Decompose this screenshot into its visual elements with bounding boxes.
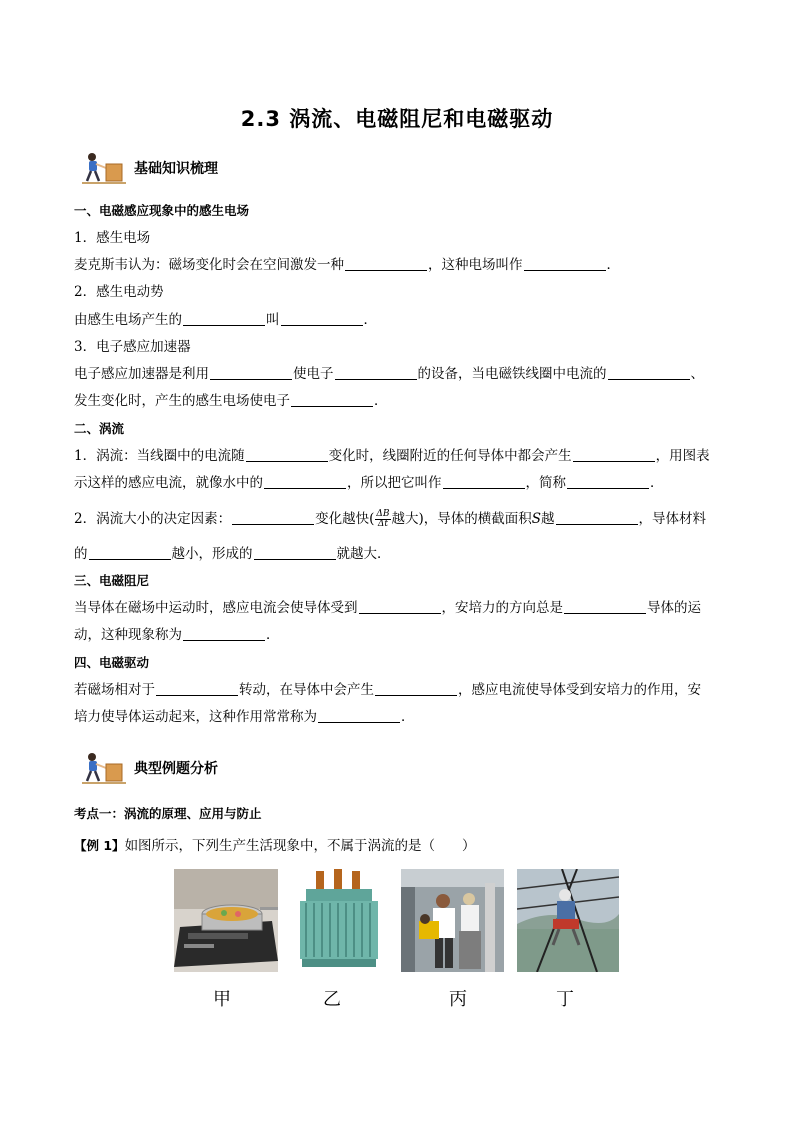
figure-caption-yi: 乙 <box>323 989 341 1010</box>
fill-blank <box>210 366 292 380</box>
heading-3: 三、电磁阻尼 <box>74 573 150 588</box>
fill-blank <box>564 600 646 614</box>
fill-blank <box>264 475 346 489</box>
example-1-question: 【例 1】如图所示，下列生产生活现象中，不属于涡流的是（ ） <box>74 838 476 854</box>
fill-blank <box>573 448 655 462</box>
fill-blank <box>281 312 363 326</box>
fill-blank <box>246 448 328 462</box>
subheading-1-1: 1．感生电场 <box>74 230 151 246</box>
section-header-examples <box>80 750 380 788</box>
fill-blank <box>359 600 441 614</box>
fill-blank <box>291 393 373 407</box>
page-title: 2.3 涡流、电磁阻尼和电磁驱动 <box>240 107 554 131</box>
text-line: 的 越小，形成的 就越大． <box>74 546 391 562</box>
text-line: 示这样的感应电流，就像水中的 ，所以把它叫作 ，简称 ． <box>74 475 664 491</box>
text-line: 发生变化时，产生的感生电场使电子 ． <box>74 393 388 409</box>
fill-blank <box>443 475 525 489</box>
fill-blank <box>335 366 417 380</box>
fraction-dB-dt: $\frac{\Delta B}{\Delta t}$ <box>376 509 390 529</box>
text-line: 当导体在磁场中运动时，感应电流会使导体受到 ，安培力的方向总是 导体的运 <box>74 600 701 616</box>
subheading-1-2: 2．感生电动势 <box>74 284 164 300</box>
figure-caption-jia: 甲 <box>213 989 231 1010</box>
text-line: 若磁场相对于 转动，在导体中会产生 ，感应电流使导体受到安培力的作用，安 <box>74 682 701 698</box>
fill-blank <box>156 682 238 696</box>
section-title: 典型例题分析 <box>134 761 218 777</box>
security-gate-photo <box>401 869 504 972</box>
subheading-1-3: 3．电子感应加速器 <box>74 339 191 355</box>
fill-blank <box>608 366 690 380</box>
fill-blank <box>556 511 638 525</box>
fill-blank <box>318 709 400 723</box>
boy-pushing-box-icon <box>80 150 128 188</box>
text-line: 动，这种现象称为 ． <box>74 627 280 643</box>
fill-blank <box>524 257 606 271</box>
figure-caption-bing: 丙 <box>449 989 467 1010</box>
transformer-photo <box>294 869 384 972</box>
text-line: 2．涡流大小的决定因素： 变化越快( $\frac{\Delta B}{\Delta t}$ 越大)，导体的横截面积S越 ，导体材料 <box>74 509 707 529</box>
fill-blank <box>89 546 171 560</box>
fill-blank <box>567 475 649 489</box>
fill-blank <box>254 546 336 560</box>
fill-blank <box>183 627 265 641</box>
fill-blank <box>183 312 265 326</box>
heading-2: 二、涡流 <box>74 421 125 436</box>
heading-4: 四、电磁驱动 <box>74 655 150 670</box>
text-line: 电子感应加速器是利用 使电子 的设备，当电磁铁线圈中电流的 、 <box>74 366 704 382</box>
fill-blank <box>375 682 457 696</box>
heading-1: 一、电磁感应现象中的感生电场 <box>74 203 250 218</box>
text-line: 1．涡流：当线圈中的电流随 变化时，线圈附近的任何导体中都会产生 ，用图表 <box>74 448 710 464</box>
induction-cooker-photo <box>174 869 278 972</box>
key-point-1: 考点一：涡流的原理、应用与防止 <box>74 806 262 821</box>
text-line: 由感生电场产生的 叫 ． <box>74 312 377 328</box>
section-title: 基础知识梳理 <box>134 161 218 177</box>
fill-blank <box>345 257 427 271</box>
boy-pushing-box-icon <box>80 750 128 788</box>
figure-caption-ding: 丁 <box>556 989 574 1010</box>
section-header-basics <box>80 150 380 188</box>
power-line-worker-photo <box>517 869 619 972</box>
text-line: 麦克斯韦认为：磁场变化时会在空间激发一种 ，这种电场叫作 ． <box>74 257 620 273</box>
text-line: 培力使导体运动起来，这种作用常常称为 ． <box>74 709 415 725</box>
fill-blank <box>232 511 314 525</box>
